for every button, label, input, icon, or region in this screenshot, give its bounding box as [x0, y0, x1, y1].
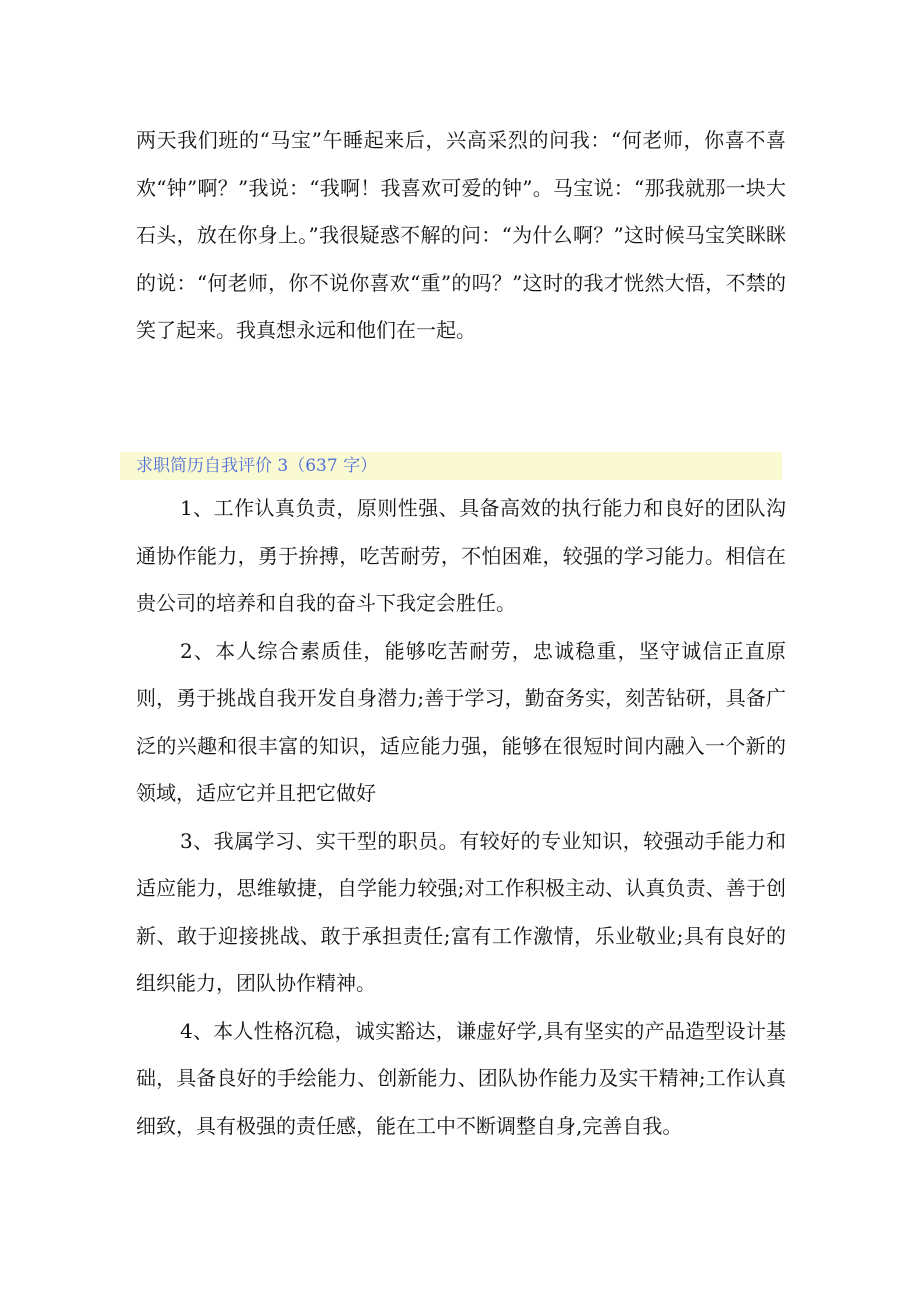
intro-paragraph: 两天我们班的“马宝”午睡起来后，兴高采烈的问我：“何老师，你喜不喜欢“钟”啊？”我说：“我啊！我喜欢可爱的钟”。马宝说：“那我就那一块大石头，放在你身上。”我很疑惑不解的问：“为什么啊？”这时候马宝笑眯眯的说：“何老师，你不说你喜欢“重”的吗？”这时的我才恍然大悟，不禁的笑了起来。我真想永远和他们在一起。 — [136, 128, 786, 342]
self-evaluation-list — [136, 485, 786, 1150]
section-heading: 求职简历自我评价 3（637 字） — [120, 452, 782, 480]
list-item: 3、我属学习、实干型的职员。有较好的专业知识，较强动手能力和适应能力，思维敏捷，自学能力较强;对工作积极主动、认真负责、善于创新、敢于迎接挑战、敢于承担责任;富有工作激情，乐业敬业;具有良好的组织能力，团队协作精神。 — [136, 828, 786, 995]
list-item: 4、本人性格沉稳，诚实豁达，谦虚好学,具有坚实的产品造型设计基础，具备良好的手绘能力、创新能力、团队协作能力及实干精神;工作认真细致，具有极强的责任感，能在工中不断调整自身,完善自我。 — [136, 1018, 786, 1138]
list-item: 1、工作认真负责，原则性强、具备高效的执行能力和良好的团队沟通协作能力，勇于拚搏，吃苦耐劳，不怕困难，较强的学习能力。相信在贵公司的培养和自我的奋斗下我定会胜任。 — [136, 496, 786, 615]
list-item: 2、本人综合素质佳，能够吃苦耐劳，忠诚稳重，坚守诚信正直原则，勇于挑战自我开发自身潜力;善于学习，勤奋务实，刻苦钻研，具备广泛的兴趣和很丰富的知识，适应能力强，能够在很短时间内融入一个新的领域，适应它并且把它做好 — [136, 638, 786, 805]
